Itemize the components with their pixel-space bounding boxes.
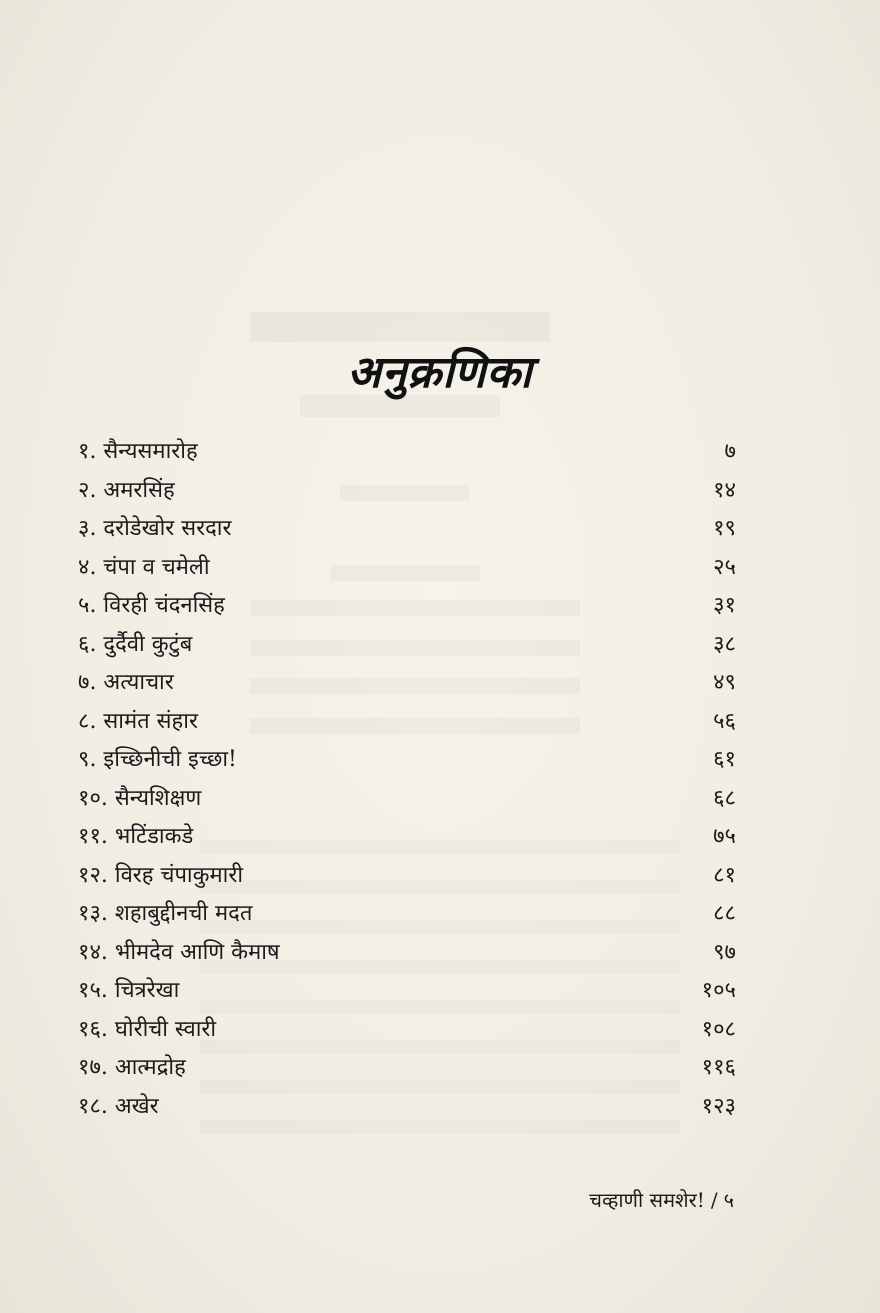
chapter-page-number: १४ [713, 477, 736, 503]
chapter-title: १२. विरह चंपाकुमारी [78, 862, 244, 888]
chapter-page-number: १०८ [701, 1016, 736, 1042]
toc-entry [78, 895, 736, 934]
chapter-page-number: १०५ [701, 978, 736, 1003]
chapter-title: ५. विरही चंदनसिंह [78, 593, 225, 618]
toc-entry [78, 1011, 736, 1050]
toc-entry [78, 818, 736, 857]
footer-book-title: चव्हाणी समशेर! [589, 1188, 705, 1212]
chapter-title: १३. शहाबुद्दीनची मदत [78, 901, 253, 926]
toc-entry [78, 664, 736, 703]
chapter-page-number: १९ [713, 516, 736, 541]
chapter-page-number: ८८ [713, 901, 736, 926]
footer-separator: / [710, 1188, 718, 1212]
toc-entry [78, 472, 736, 511]
chapter-title: १०. सैन्यशिक्षण [78, 785, 202, 811]
chapter-title: ७. अत्याचार [78, 670, 174, 695]
chapter-title: १४. भीमदेव आणि कैमाष [78, 939, 280, 965]
toc-entry [78, 626, 736, 665]
toc-entry [78, 857, 736, 896]
chapter-title: १. सैन्यसमारोह [78, 439, 198, 464]
footer-page-number: ५ [723, 1188, 734, 1212]
chapter-title: ८. सामंत संहार [78, 708, 198, 734]
chapter-title: १८. अखेर [78, 1093, 159, 1119]
chapter-page-number: ९७ [713, 939, 736, 965]
toc-entry [78, 1049, 736, 1088]
chapter-page-number: ६८ [713, 785, 736, 811]
toc-entry [78, 780, 736, 819]
chapter-title: २. अमरसिंह [78, 477, 175, 503]
chapter-page-number: ७५ [713, 824, 736, 849]
toc-entry [78, 703, 736, 742]
toc-entry [78, 1088, 736, 1127]
chapter-title: ९. इच्छिनीची इच्छा! [78, 747, 237, 772]
chapter-page-number: ८१ [713, 862, 736, 888]
toc-entry [78, 433, 736, 472]
chapter-title: १६. घोरीची स्वारी [78, 1016, 217, 1042]
chapter-page-number: ३१ [713, 593, 736, 618]
chapter-title: ११. भटिंडाकडे [78, 824, 194, 849]
toc-entry [78, 741, 736, 780]
toc-entry [78, 549, 736, 588]
chapter-title: ६. दुर्दैवी कुटुंब [78, 631, 193, 657]
chapter-page-number: ११६ [701, 1055, 736, 1080]
running-footer [589, 1186, 734, 1213]
chapter-page-number: ५६ [713, 708, 736, 734]
chapter-title: ४. चंपा व चमेली [78, 554, 210, 580]
chapter-page-number: १२३ [701, 1093, 736, 1119]
chapter-title: ३. दरोडेखोर सरदार [78, 516, 232, 541]
chapter-page-number: ७ [724, 439, 736, 464]
toc-entry [78, 587, 736, 626]
table-of-contents [78, 433, 736, 1126]
toc-entry [78, 934, 736, 973]
chapter-title: १५. चित्ररेखा [78, 978, 180, 1003]
toc-entry [78, 510, 736, 549]
chapter-title: १७. आत्मद्रोह [78, 1055, 186, 1080]
chapter-page-number: २५ [713, 554, 736, 580]
chapter-page-number: ६१ [713, 747, 736, 772]
page-title: अनुक्रणिका [347, 347, 533, 398]
toc-entry [78, 972, 736, 1011]
chapter-page-number: ४९ [713, 670, 736, 695]
chapter-page-number: ३८ [713, 631, 736, 657]
